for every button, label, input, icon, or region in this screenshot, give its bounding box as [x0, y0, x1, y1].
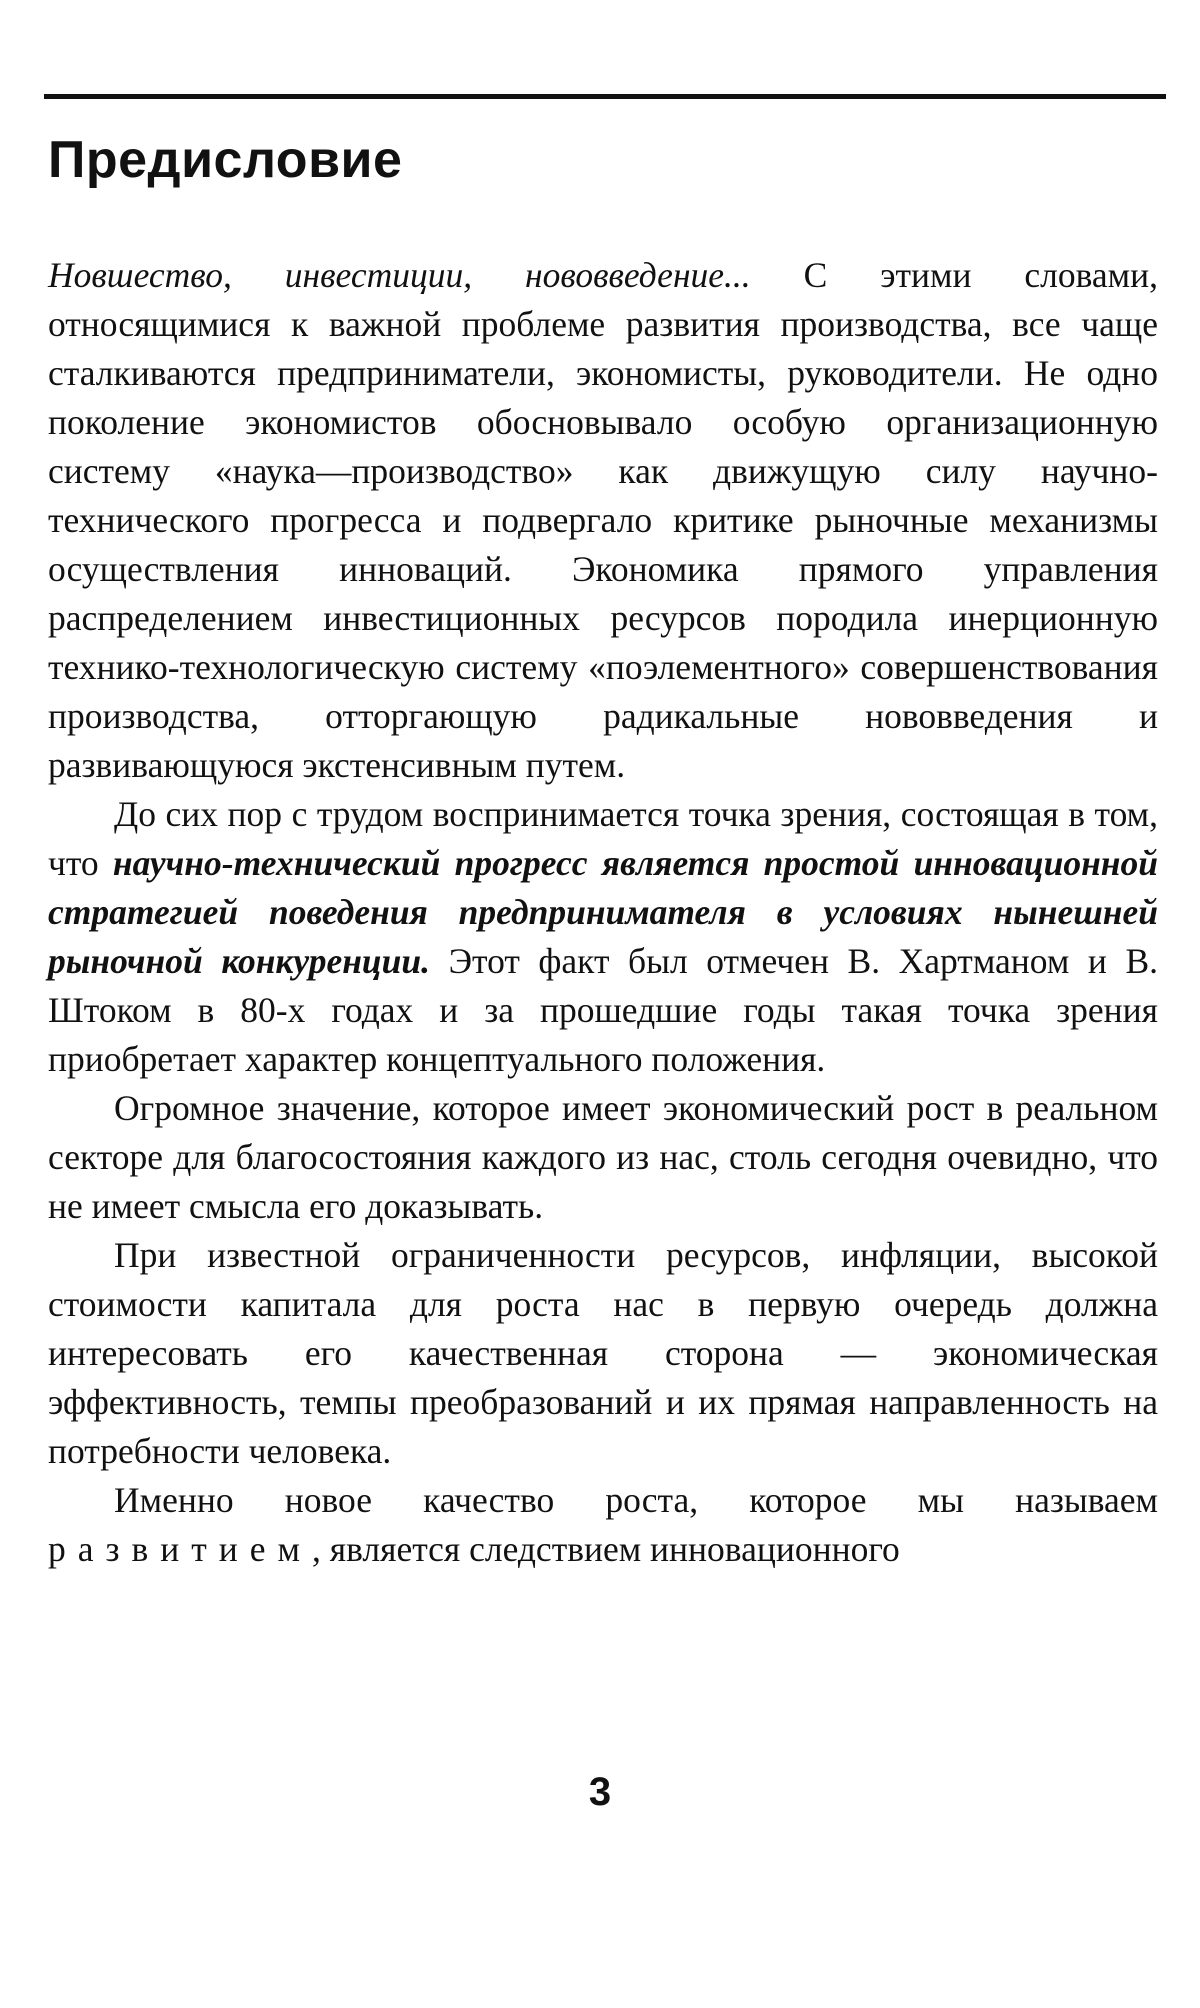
paragraph-5-spaced-term: развитием — [48, 1529, 313, 1569]
paragraph-1-italic-lead: Новшество, инвестиции, нововведение... — [48, 255, 751, 295]
paragraph-5 — [48, 1476, 1158, 1574]
paragraph-4: При известной ограниченности ресурсов, инфляции, высокой стоимости капитала для роста нас в первую очередь должна интересовать его качественная сторона — экономическая эффективность, темпы преобразований и их прямая направленность на потребности человека. — [48, 1235, 1158, 1471]
paragraph-3: Огромное значение, которое имеет экономический рост в реальном секторе для благосостояния каждого из нас, столь сегодня очевидно, что не имеет смысла его доказывать. — [48, 1088, 1158, 1226]
page-number: 3 — [588, 1770, 612, 1814]
paragraph-2-before: До сих пор с трудом воспринимается точка зрения, состоящая в том, что — [48, 794, 1158, 883]
header-rule — [44, 94, 1166, 99]
paragraph-1-text: С этими словами, относящимися к важной проблеме развития производства, все чаще сталкиваются предприниматели, экономисты, руководители. Не одно поколение экономистов обосновывало особую организационную систему «наука—производство» как движущую силу научно-технического прогресса и подвергало критике рыночные механизмы осуществления инноваций. Экономика прямого управления распределением инвестиционных ресурсов породила инерционную технико-технологическую систему «поэлементного» совершенствования производства, отторгающую радикальные нововведения и развивающуюся экстенсивным путем. — [48, 255, 1158, 785]
paragraph-1 — [48, 251, 1158, 790]
paragraph-2-emphasis: научно-технический прогресс является простой инновационной стратегией поведения предпринимателя в условиях нынешней рыночной конкуренции. — [48, 843, 1158, 981]
paragraph-2 — [48, 790, 1158, 1084]
paragraph-5-before: Именно новое качество роста, которое мы называем — [114, 1480, 1158, 1520]
body-text — [48, 251, 1158, 1574]
chapter-heading: Предисловие — [48, 131, 403, 189]
paragraph-5-after: , является следствием инновационного — [312, 1529, 900, 1569]
paragraph-2-after: Этот факт был отмечен В. Хартманом и В. Штоком в 80-х годах и за прошедшие годы такая точка зрения приобретает характер концептуального положения. — [48, 941, 1158, 1079]
